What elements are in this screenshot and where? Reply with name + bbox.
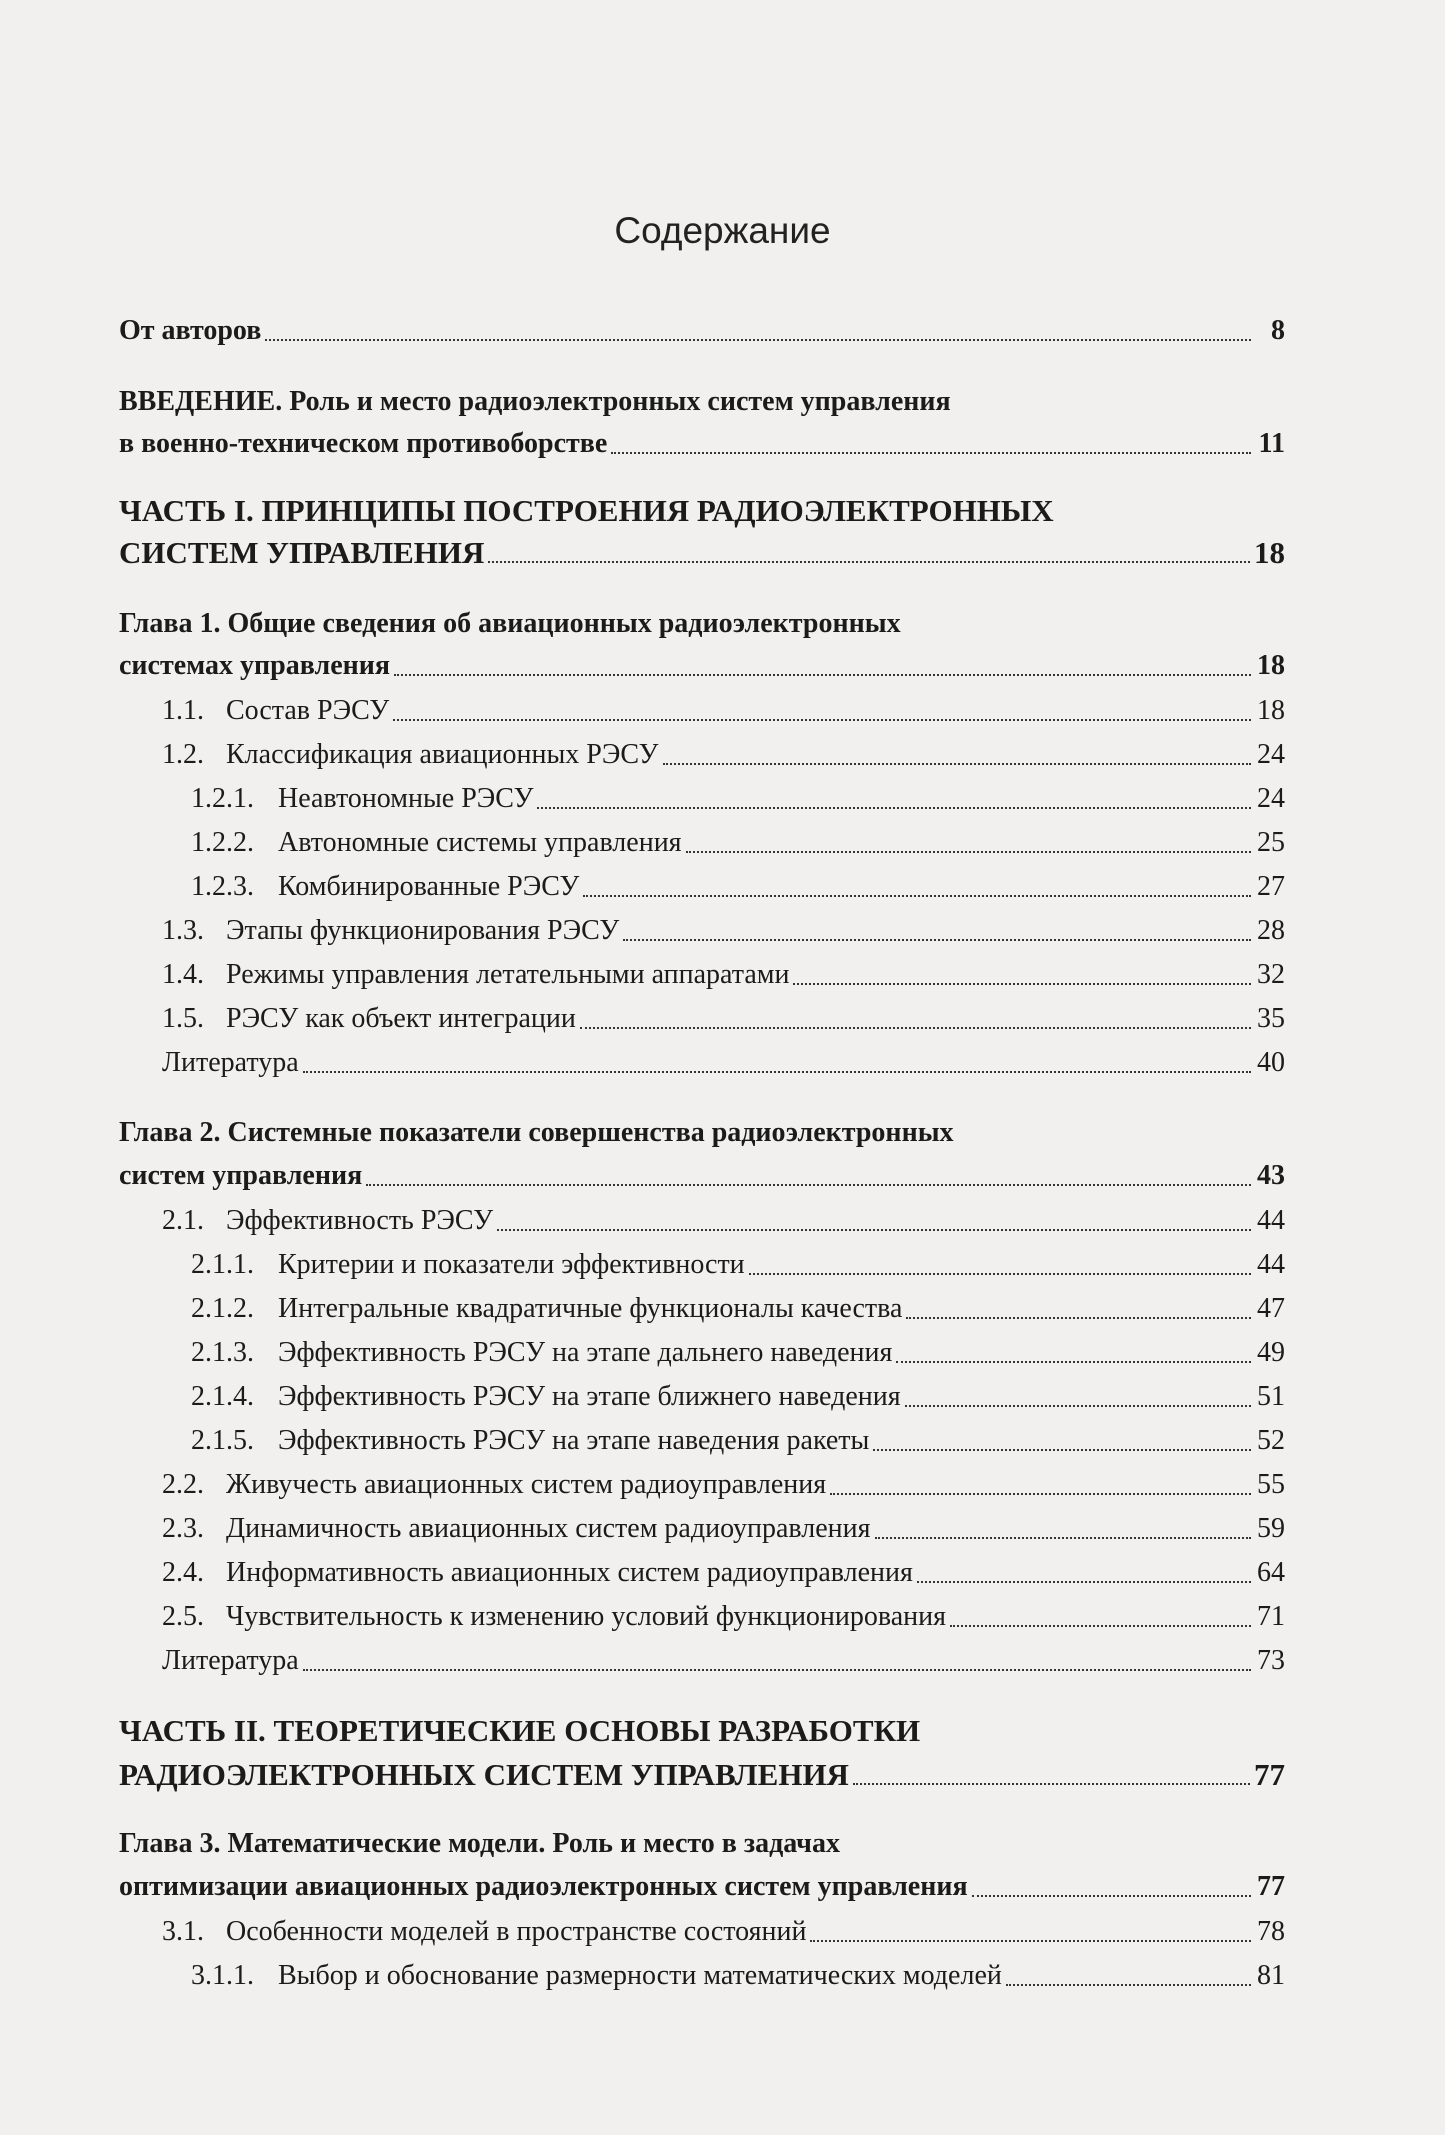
dot-leader (623, 939, 1251, 941)
toc-chapter2 (119, 1158, 1285, 1194)
toc-entry-text: Литература (162, 1645, 299, 1676)
toc-entry-text: Информативность авиационных систем радиоуправления (226, 1557, 913, 1588)
toc-page-number: 24 (1257, 739, 1285, 770)
toc-entry-text: Особенности моделей в пространстве состояний (226, 1916, 807, 1947)
dot-leader (830, 1493, 1251, 1495)
dot-leader (394, 674, 1251, 676)
dot-leader (896, 1361, 1251, 1363)
toc-section-number: 1.2.3. (191, 871, 254, 902)
toc-entry-text: Литература (162, 1047, 299, 1078)
dot-leader (810, 1940, 1251, 1942)
dot-leader (488, 561, 1250, 563)
toc-part1-line1: ЧАСТЬ I. ПРИНЦИПЫ ПОСТРОЕНИЯ РАДИОЭЛЕКТРОННЫХ (119, 493, 1054, 528)
toc-page-number: 73 (1257, 1645, 1285, 1676)
toc-section-number: 2.2. (162, 1469, 204, 1500)
toc-section-number: 1.2.2. (191, 827, 254, 858)
toc-section (162, 913, 1285, 949)
toc-entry-text: РАДИОЭЛЕКТРОННЫХ СИСТЕМ УПРАВЛЕНИЯ (119, 1757, 849, 1792)
dot-leader (537, 807, 1251, 809)
toc-entry-vvedenie-line1: ВВЕДЕНИЕ. Роль и место радиоэлектронных систем управления (119, 386, 951, 417)
toc-page-number: 27 (1257, 871, 1285, 902)
toc-page-number: 25 (1257, 827, 1285, 858)
toc-entry-text: Состав РЭСУ (226, 695, 390, 726)
toc-page-number: 49 (1257, 1337, 1285, 1368)
toc-section-number: 3.1. (162, 1916, 204, 1947)
toc-section-number: 2.1.5. (191, 1425, 254, 1456)
toc-page-number: 18 (1254, 535, 1285, 570)
toc-entry-text: От авторов (119, 315, 262, 346)
toc-section-number: 2.4. (162, 1557, 204, 1588)
toc-section-number: 3.1.1. (191, 1960, 254, 1991)
toc-page-number: 77 (1257, 1871, 1285, 1902)
toc-page-number: 11 (1258, 428, 1285, 459)
toc-page-number: 64 (1257, 1557, 1285, 1588)
toc-page-number: 43 (1257, 1160, 1285, 1191)
toc-part2-line1: ЧАСТЬ II. ТЕОРЕТИЧЕСКИЕ ОСНОВЫ РАЗРАБОТКИ (119, 1713, 921, 1748)
toc-literature (162, 1045, 1285, 1081)
toc-section-number: 1.3. (162, 915, 204, 946)
toc-section-number: 2.1.2. (191, 1293, 254, 1324)
dot-leader (917, 1581, 1251, 1583)
toc-section (162, 1914, 1285, 1950)
dot-leader (793, 983, 1251, 985)
toc-page-number: 40 (1257, 1047, 1285, 1078)
toc-page-number: 44 (1257, 1205, 1285, 1236)
toc-entry-text: Неавтономные РЭСУ (278, 783, 534, 814)
toc-page-number: 44 (1257, 1249, 1285, 1280)
toc-entry-text: системах управления (119, 650, 391, 681)
toc-chapter1 (119, 648, 1285, 684)
dot-leader (905, 1405, 1251, 1407)
toc-page-number: 59 (1257, 1513, 1285, 1544)
toc-page-number: 71 (1257, 1601, 1285, 1632)
toc-page-number: 24 (1257, 783, 1285, 814)
toc-entry-text: систем управления (119, 1160, 363, 1191)
toc-section (162, 737, 1285, 773)
toc-section-number: 1.4. (162, 959, 204, 990)
dot-leader (686, 851, 1251, 853)
dot-leader (853, 1783, 1250, 1785)
toc-entry-text: Автономные системы управления (278, 827, 682, 858)
toc-entry-text: Этапы функционирования РЭСУ (226, 915, 620, 946)
toc-page-number: 8 (1271, 315, 1285, 346)
toc-subsection (191, 1958, 1285, 1994)
toc-page-number: 47 (1257, 1293, 1285, 1324)
toc-entry-vvedenie (119, 426, 1285, 462)
dot-leader (972, 1895, 1251, 1897)
toc-entry-text: Эффективность РЭСУ (226, 1205, 494, 1236)
toc-page-number: 28 (1257, 915, 1285, 946)
toc-section (162, 693, 1285, 729)
toc-entry-text: Классификация авиационных РЭСУ (226, 739, 659, 770)
toc-entry-text: РЭСУ как объект интеграции (226, 1003, 576, 1034)
toc-page-number: 51 (1257, 1381, 1285, 1412)
page-title: Содержание (614, 210, 831, 251)
toc-chapter1-line1: Глава 1. Общие сведения об авиационных радиоэлектронных (119, 608, 901, 639)
dot-leader (393, 719, 1251, 721)
dot-leader (950, 1625, 1251, 1627)
toc-entry-text: Интегральные квадратичные функционалы качества (278, 1293, 903, 1324)
toc-entry-text: СИСТЕМ УПРАВЛЕНИЯ (119, 535, 485, 570)
toc-subsection (191, 781, 1285, 817)
toc-section-number: 1.2.1. (191, 783, 254, 814)
toc-section-number: 2.1.3. (191, 1337, 254, 1368)
dot-leader (265, 339, 1251, 341)
dot-leader (303, 1071, 1251, 1073)
toc-section (162, 1001, 1285, 1037)
toc-subsection (191, 1379, 1285, 1415)
toc-subsection (191, 869, 1285, 905)
toc-subsection (191, 825, 1285, 861)
toc-chapter2-line1: Глава 2. Системные показатели совершенства радиоэлектронных (119, 1117, 954, 1148)
toc-entry-text: Чувствительность к изменению условий функционирования (226, 1601, 947, 1632)
toc-section (162, 957, 1285, 993)
toc-page-number: 77 (1254, 1757, 1285, 1792)
toc-entry-text: Живучесть авиационных систем радиоуправления (226, 1469, 827, 1500)
toc-section (162, 1511, 1285, 1547)
toc-entry-text: Режимы управления летательными аппаратами (226, 959, 790, 990)
toc-section (162, 1203, 1285, 1239)
dot-leader (873, 1449, 1251, 1451)
dot-leader (580, 1027, 1251, 1029)
toc-section-number: 2.3. (162, 1513, 204, 1544)
toc-entry-text: Комбинированные РЭСУ (278, 871, 580, 902)
toc-entry-text: Выбор и обоснование размерности математических моделей (278, 1960, 1002, 1991)
toc-subsection (191, 1423, 1285, 1459)
toc-page-number: 18 (1257, 695, 1285, 726)
toc-section (162, 1555, 1285, 1591)
toc-entry-text: оптимизации авиационных радиоэлектронных систем управления (119, 1871, 968, 1902)
toc-chapter3 (119, 1869, 1285, 1905)
toc-entry-text: Эффективность РЭСУ на этапе дальнего наведения (278, 1337, 893, 1368)
toc-section-number: 1.2. (162, 739, 204, 770)
toc-section-number: 1.5. (162, 1003, 204, 1034)
toc-section (162, 1599, 1285, 1635)
toc-entry-ot-avtorov (119, 313, 1285, 349)
toc-part2 (119, 1757, 1285, 1793)
toc-chapter3-line1: Глава 3. Математические модели. Роль и место в задачах (119, 1828, 840, 1859)
toc-section (162, 1467, 1285, 1503)
toc-section-number: 1.1. (162, 695, 204, 726)
toc-section-number: 2.1. (162, 1205, 204, 1236)
toc-entry-text: Динамичность авиационных систем радиоуправления (226, 1513, 871, 1544)
toc-subsection (191, 1247, 1285, 1283)
toc-section-number: 2.5. (162, 1601, 204, 1632)
dot-leader (663, 763, 1252, 765)
dot-leader (906, 1317, 1251, 1319)
toc-entry-text: Критерии и показатели эффективности (278, 1249, 745, 1280)
dot-leader (1006, 1984, 1251, 1986)
dot-leader (583, 895, 1251, 897)
dot-leader (497, 1229, 1251, 1231)
toc-page-number: 52 (1257, 1425, 1285, 1456)
toc-page-number: 35 (1257, 1003, 1285, 1034)
toc-literature (162, 1643, 1285, 1679)
toc-page-number: 18 (1257, 650, 1285, 681)
toc-page-number: 55 (1257, 1469, 1285, 1500)
toc-subsection (191, 1335, 1285, 1371)
toc-section-number: 2.1.4. (191, 1381, 254, 1412)
dot-leader (303, 1669, 1251, 1671)
dot-leader (749, 1273, 1251, 1275)
toc-section-number: 2.1.1. (191, 1249, 254, 1280)
toc-page-number: 81 (1257, 1960, 1285, 1991)
dot-leader (366, 1184, 1251, 1186)
dot-leader (611, 452, 1251, 454)
toc-entry-text: Эффективность РЭСУ на этапе ближнего наведения (278, 1381, 901, 1412)
toc-entry-text: в военно-техническом противоборстве (119, 428, 608, 459)
toc-entry-text: Эффективность РЭСУ на этапе наведения ракеты (278, 1425, 870, 1456)
toc-page-number: 78 (1257, 1916, 1285, 1947)
toc-part1 (119, 535, 1285, 571)
toc-subsection (191, 1291, 1285, 1327)
toc-page-number: 32 (1257, 959, 1285, 990)
dot-leader (875, 1537, 1251, 1539)
